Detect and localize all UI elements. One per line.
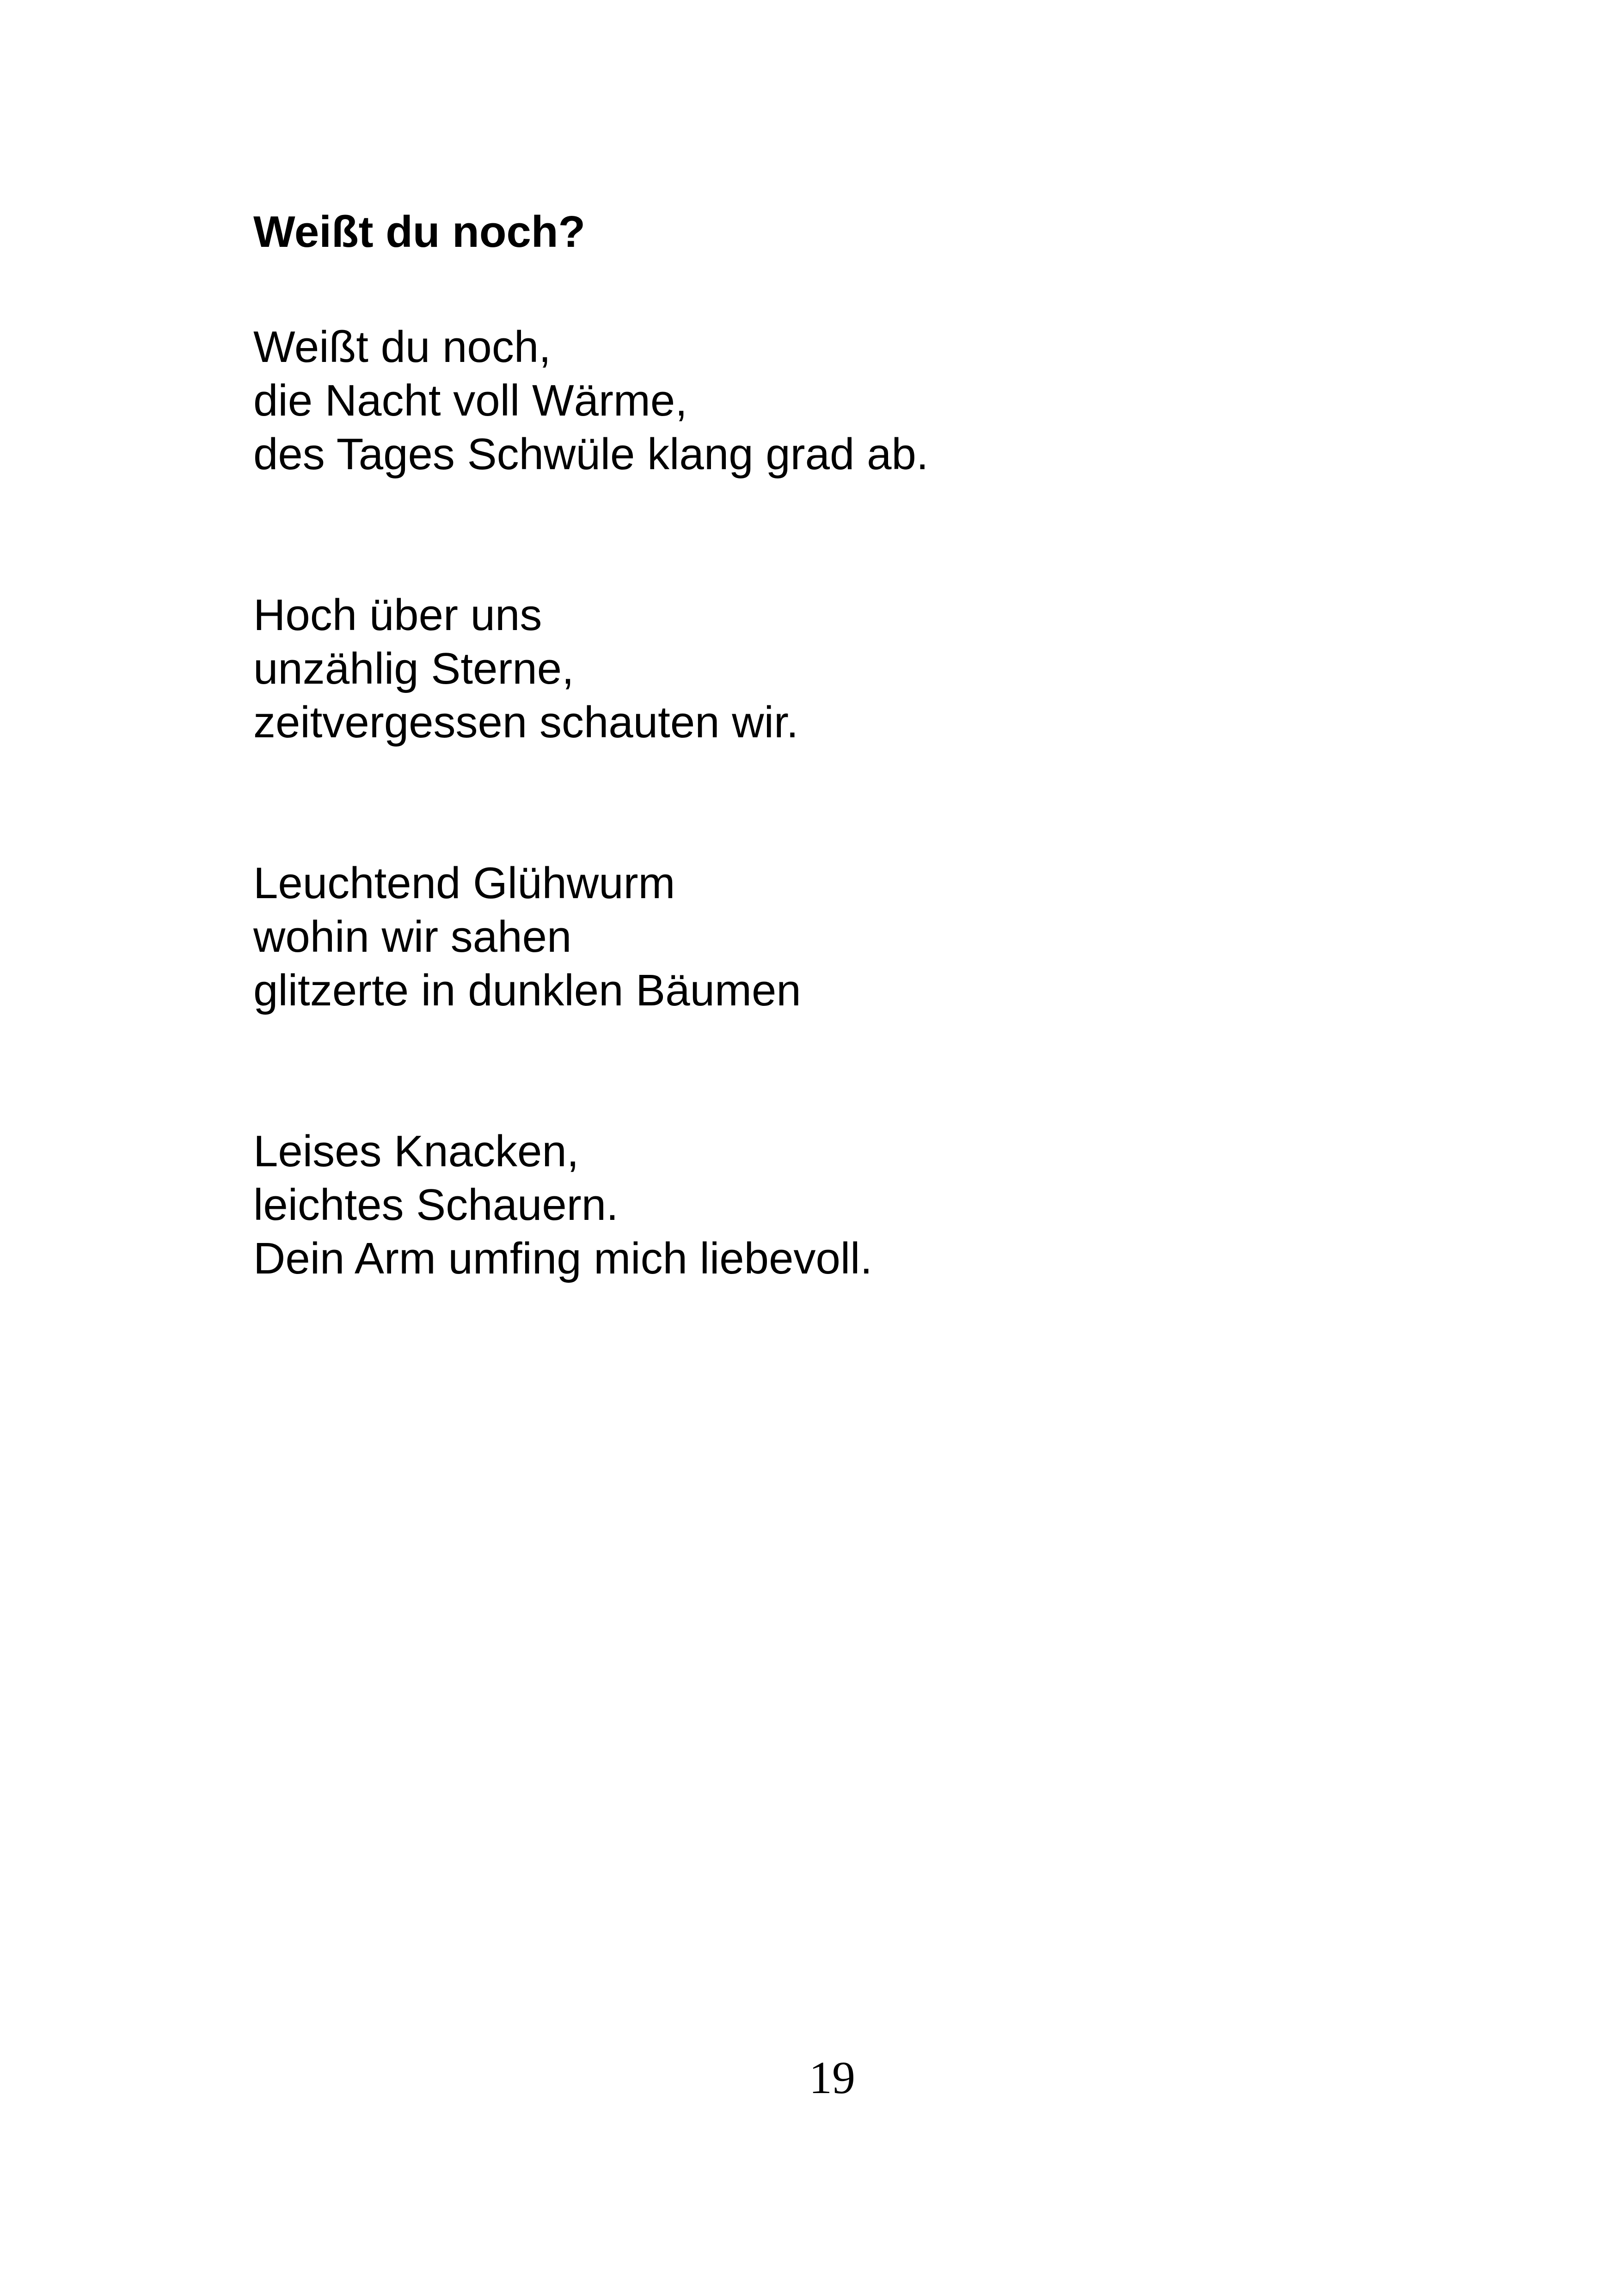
page-number: 19 [809, 2052, 855, 2103]
poem-line: unzählig Sterne, [253, 644, 574, 693]
poem-line: des Tages Schwüle klang grad ab. [253, 429, 929, 479]
poem-line: Dein Arm umfing mich liebevoll. [253, 1234, 873, 1283]
poem-line: wohin wir sahen [253, 912, 572, 961]
poem-line: Hoch über uns [253, 590, 542, 640]
poem-body [253, 320, 929, 1286]
poem-line: Leuchtend Glühwurm [253, 858, 675, 908]
poem-line: leichtes Schauern. [253, 1180, 619, 1230]
poem-line: Leises Knacken, [253, 1127, 579, 1176]
stanza-3 [253, 857, 929, 1017]
stanza-4 [253, 1125, 929, 1286]
stanza-2 [253, 588, 929, 749]
poem-line: glitzerte in dunklen Bäumen [253, 966, 801, 1015]
poem-line: die Nacht voll Wärme, [253, 376, 687, 425]
poem-line: Weißt du noch, [253, 322, 551, 372]
stanza-1 [253, 320, 929, 481]
poem-title: Weißt du noch? [253, 207, 586, 257]
poem-line: zeitvergessen schauten wir. [253, 698, 799, 747]
